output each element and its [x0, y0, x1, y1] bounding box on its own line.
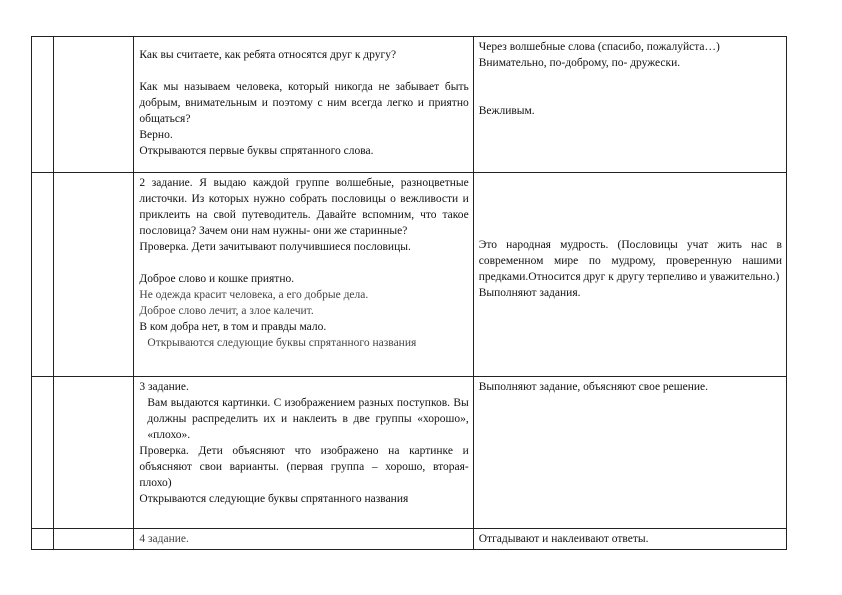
teacher-activity-cell	[134, 37, 473, 173]
teacher-activity-cell	[134, 377, 473, 529]
teacher-activity-cell	[134, 173, 473, 377]
proverb: В ком добра нет, в том и правды мало.	[139, 321, 327, 333]
stage-name-cell	[54, 529, 134, 550]
teacher-activity-cell	[134, 529, 473, 550]
table-row	[32, 173, 787, 377]
table-row	[32, 37, 787, 173]
stage-number-cell	[32, 529, 54, 550]
stage-name-cell	[54, 377, 134, 529]
teacher-question: Как мы называем человека, который никогда не забывает быть добрым, внимательным и поэтому с ним всегда легко и приятно общаться?	[139, 81, 469, 125]
stage-number-cell	[32, 37, 54, 173]
proverb: Доброе слово лечит, а злое калечит.	[139, 305, 314, 317]
table-row	[32, 529, 787, 550]
teacher-question: Как вы считаете, как ребята относятся друг к другу?	[139, 49, 397, 61]
stage-number-cell	[32, 173, 54, 377]
stage-name-cell	[54, 173, 134, 377]
reveal-letters-text: Открываются следующие буквы спрятанного названия	[139, 493, 409, 505]
task-description: Вам выдаются картинки. С изображением разных поступков. Вы должны распределить их и наклеить в две группы «хорошо», «плохо».	[147, 397, 469, 441]
student-activity-cell	[473, 377, 786, 529]
table-row	[32, 377, 787, 529]
student-answer: Это народная мудрость. (Пословицы учат жить нас в современном мире по мудрому, проверенную нашими предками.Относится друг к другу терпеливо и уважительно.)	[478, 239, 782, 283]
teacher-check: Проверка. Дети объясняют что изображено на картинке и объясняют свои варианты. (первая группа – хорошо, вторая- плохо)	[139, 445, 469, 489]
task-description: 2 задание. Я выдаю каждой группе волшебные, разноцветные листочки. Из которых нужно собрать пословицы о вежливости и приклеить на свой путеводитель. Давайте вспомним, что такое пословица? Зачем они нам нужны- они же старинные?	[139, 177, 469, 237]
student-answer: Через волшебные слова (спасибо, пожалуйста…)	[478, 41, 720, 53]
student-answer: Вежливым.	[478, 105, 535, 117]
student-answer: Выполняют задания.	[478, 287, 581, 299]
stage-number-cell	[32, 377, 54, 529]
student-activity-cell	[473, 37, 786, 173]
student-answer: Внимательно, по-доброму, по- дружески.	[478, 57, 681, 69]
stage-name-cell	[54, 37, 134, 173]
task-title: 4 задание.	[139, 533, 189, 545]
lesson-plan-table	[31, 36, 787, 550]
student-answer: Отгадывают и наклеивают ответы.	[478, 533, 649, 545]
task-title: 3 задание.	[139, 381, 189, 393]
proverb: Доброе слово и кошке приятно.	[139, 273, 295, 285]
student-answer: Выполняют задание, объясняют свое решение.	[478, 381, 709, 393]
proverb: Не одежда красит человека, а его добрые дела.	[139, 289, 369, 301]
teacher-check: Проверка. Дети зачитывают получившиеся пословицы.	[139, 241, 411, 253]
reveal-letters-text: Открываются следующие буквы спрятанного названия	[147, 337, 417, 349]
student-activity-cell	[473, 529, 786, 550]
student-activity-cell	[473, 173, 786, 377]
teacher-check: Верно.	[139, 129, 173, 141]
reveal-letters-text: Открываются первые буквы спрятанного слова.	[139, 145, 374, 157]
